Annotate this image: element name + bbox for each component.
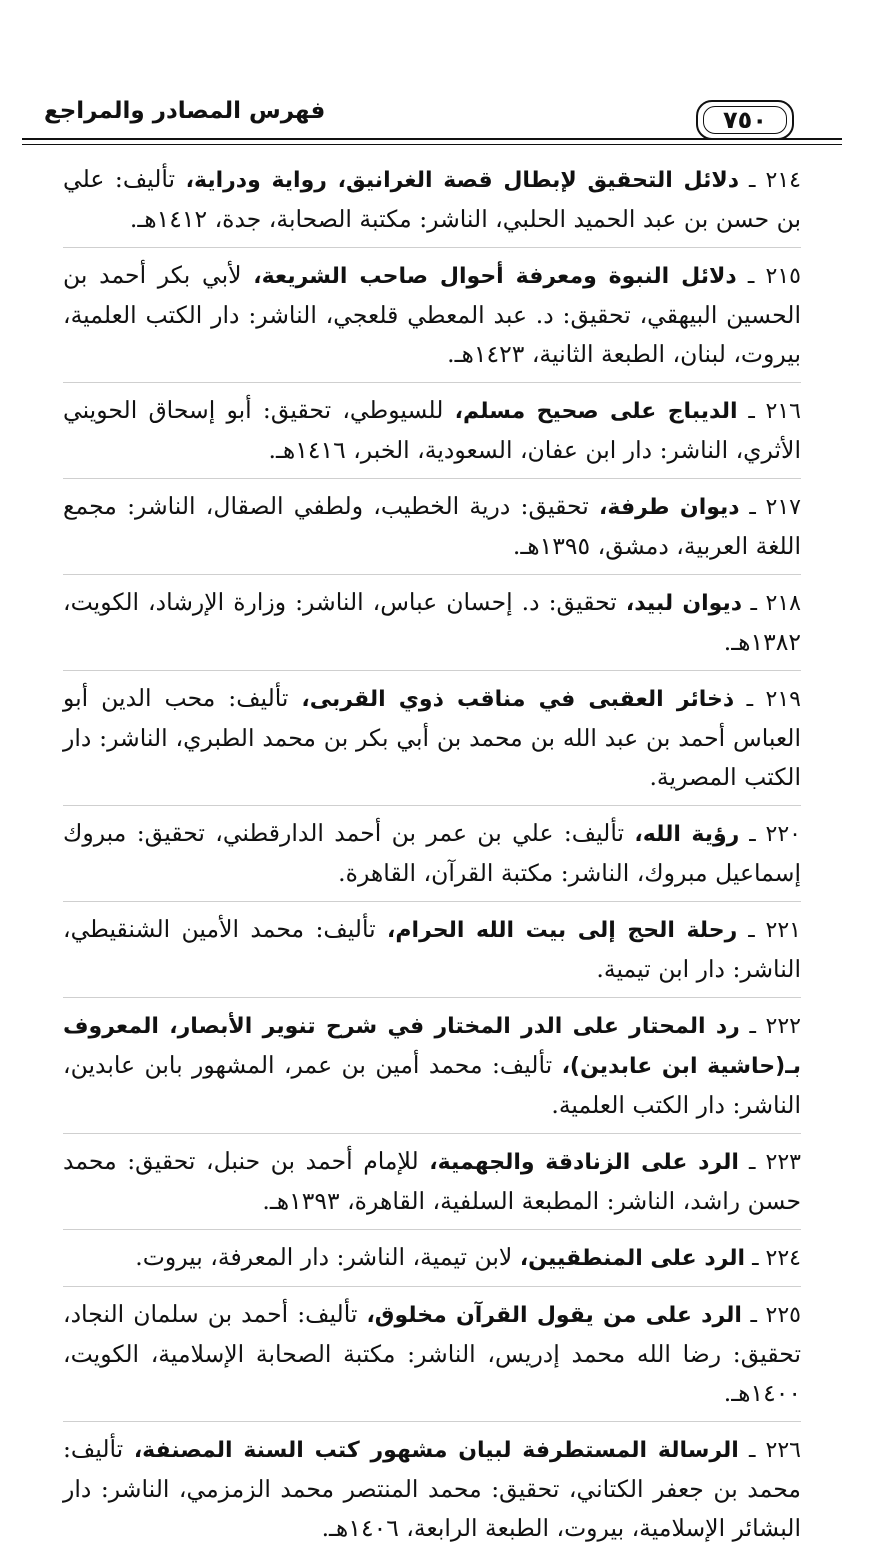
bibliography-entry (63, 1142, 801, 1230)
bibliography-entry (63, 391, 801, 479)
entry-details: تأليف: علي بن عمر بن أحمد الدارقطني، تحقيق: مبروك إسماعيل مبروك، الناشر: مكتبة القرآن، القاهرة. (63, 819, 801, 887)
header-rule-thin (22, 144, 842, 145)
entry-title: رد المحتار على الدر المختار في شرح تنوير الأبصار، المعروف بـ(حاشية ابن عابدين)، (63, 1014, 801, 1079)
entry-separator: ـ (739, 495, 766, 520)
bibliography-entry (63, 910, 801, 998)
bibliography-entry (63, 160, 801, 248)
entry-number: ٢١٦ (765, 399, 801, 424)
entry-title: الرسالة المستطرفة لبيان مشهور كتب السنة المصنفة، (133, 1438, 739, 1463)
page-header (22, 96, 842, 152)
bibliography-entry (63, 1295, 801, 1422)
entry-details: تحقيق: درية الخطيب، ولطفي الصقال، الناشر: مجمع اللغة العربية، دمشق، ١٣٩٥هـ. (63, 492, 801, 560)
entry-number: ٢١٧ (765, 495, 801, 520)
entry-number: ٢١٩ (765, 687, 801, 712)
entry-separator: ـ (734, 687, 766, 712)
page-number-frame (696, 100, 794, 140)
entry-number: ٢٢٠ (765, 822, 801, 847)
entry-separator: ـ (742, 591, 766, 616)
entry-title: ديوان طرفة، (599, 495, 740, 520)
entry-separator: ـ (736, 264, 766, 289)
entry-separator: ـ (738, 1150, 766, 1175)
entry-number: ٢٢٤ (765, 1246, 801, 1271)
bibliography-entry (63, 487, 801, 575)
entry-details: تأليف: محمد الأمين الشنقيطي، الناشر: دار ابن تيمية. (63, 915, 801, 983)
entry-separator: ـ (739, 1014, 766, 1039)
entry-details: تأليف: أحمد بن سلمان النجاد، تحقيق: رضا الله محمد إدريس، الناشر: مكتبة الصحابة الإسلامية، الكويت، ١٤٠٠هـ. (63, 1300, 801, 1407)
entry-number: ٢١٤ (765, 168, 801, 193)
entry-number: ٢٢٥ (765, 1303, 801, 1328)
entry-number: ٢٢٣ (765, 1150, 801, 1175)
entry-number: ٢١٨ (765, 591, 801, 616)
entry-title: الرد على من يقول القرآن مخلوق، (366, 1303, 742, 1328)
entry-separator: ـ (741, 1303, 766, 1328)
entry-details: تحقيق: د. إحسان عباس، الناشر: وزارة الإرشاد، الكويت، ١٣٨٢هـ. (63, 588, 801, 656)
entry-title: رؤية الله، (634, 822, 740, 847)
entry-details: تأليف: علي بن حسن بن عبد الحميد الحلبي، الناشر: مكتبة الصحابة، جدة، ١٤١٢هـ. (63, 165, 801, 233)
entry-separator: ـ (737, 918, 766, 943)
entry-details: تأليف: محب الدين أبو العباس أحمد بن عبد الله بن محمد بن أبي بكر بن محمد الطبري، الناشر: دار الكتب المصرية. (63, 684, 801, 791)
bibliography-list (63, 160, 801, 1564)
entry-title: دلائل النبوة ومعرفة أحوال صاحب الشريعة، (253, 264, 737, 289)
entry-details: للسيوطي، تحقيق: أبو إسحاق الحويني الأثري، الناشر: دار ابن عفان، السعودية، الخبر، ١٤١٦هـ. (63, 396, 801, 464)
entry-separator: ـ (745, 1246, 766, 1271)
bibliography-entry (63, 1238, 801, 1287)
entry-title: الرد على المنطقيين، (519, 1246, 746, 1271)
entry-title: رحلة الحج إلى بيت الله الحرام، (387, 918, 738, 943)
entry-number: ٢٢١ (765, 918, 801, 943)
bibliography-entry (63, 583, 801, 671)
entry-separator: ـ (739, 168, 766, 193)
bibliography-entry (63, 679, 801, 806)
entry-number: ٢١٥ (765, 264, 801, 289)
entry-details: للإمام أحمد بن حنبل، تحقيق: محمد حسن راشد، الناشر: المطبعة السلفية، القاهرة، ١٣٩٣هـ. (63, 1147, 801, 1215)
entry-title: دلائل التحقيق لإبطال قصة الغرانيق، رواية ودراية، (185, 168, 740, 193)
entry-title: الرد على الزنادقة والجهمية، (429, 1150, 739, 1175)
entry-separator: ـ (739, 822, 766, 847)
entry-separator: ـ (737, 399, 766, 424)
entry-separator: ـ (738, 1438, 766, 1463)
bibliography-entry (63, 256, 801, 383)
entry-number: ٢٢٢ (765, 1014, 801, 1039)
entry-details: لابن تيمية، الناشر: دار المعرفة، بيروت. (135, 1243, 513, 1271)
entry-title: ديوان لبيد، (625, 591, 742, 616)
entry-title: ذخائر العقبى في مناقب ذوي القربى، (301, 687, 735, 712)
running-title: فهرس المصادر والمراجع (40, 98, 329, 124)
page-number: ٧٥٠ (703, 106, 787, 134)
entry-title: الديباج على صحيح مسلم، (454, 399, 738, 424)
entry-details: تأليف: محمد بن جعفر الكتاني، تحقيق: محمد المنتصر محمد الزمزمي، الناشر: دار البشائر الإسلامية، بيروت، الطبعة الرابعة، ١٤٠٦هـ. (63, 1435, 801, 1542)
bibliography-entry (63, 814, 801, 902)
entry-details: لأبي بكر أحمد بن الحسين البيهقي، تحقيق: د. عبد المعطي قلعجي، الناشر: دار الكتب العلمية، بيروت، لبنان، الطبعة الثانية، ١٤٢٣هـ. (63, 261, 801, 368)
bibliography-entry (63, 1430, 801, 1556)
entry-number: ٢٢٦ (765, 1438, 801, 1463)
bibliography-entry (63, 1006, 801, 1134)
entry-details: تأليف: محمد أمين بن عمر، المشهور بابن عابدين، الناشر: دار الكتب العلمية. (63, 1051, 801, 1119)
